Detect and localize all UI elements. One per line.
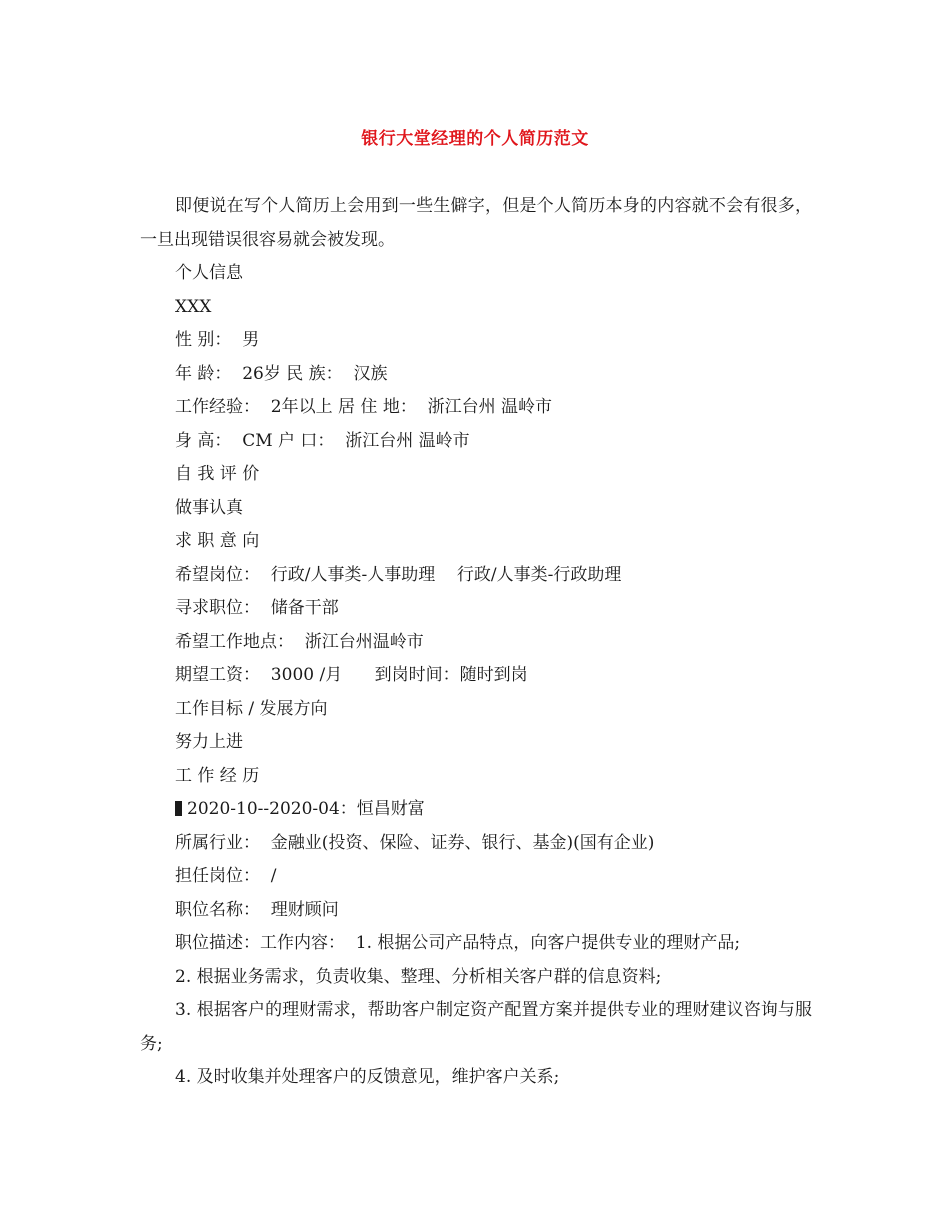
role-line: 担任岗位： / <box>175 866 277 886</box>
age-ethnicity-line: 年 龄： 26岁 民 族： 汉族 <box>175 363 388 384</box>
self-evaluation-line: 做事认真 <box>175 497 243 518</box>
document-title: 银行大堂经理的个人简历范文 <box>361 129 589 149</box>
section-heading-self-evaluation: 自 我 评 价 <box>175 464 260 484</box>
section-heading-work-history: 工 作 经 历 <box>175 765 260 786</box>
duty-item-4: 4. 及时收集并处理客户的反馈意见，维护客户关系; <box>175 1067 560 1087</box>
square-bullet-icon <box>175 801 182 816</box>
job-title-line: 职位名称： 理财顾问 <box>175 899 339 920</box>
job-header-line <box>140 793 812 827</box>
desired-position-line: 希望岗位： 行政/人事类-人事助理 行政/人事类-行政助理 <box>175 564 622 585</box>
section-heading-job-intention: 求 职 意 向 <box>175 531 260 551</box>
duty-item-2: 2. 根据业务需求，负责收集、整理、分析相关客户群的信息资料; <box>175 966 662 987</box>
desired-location-line: 希望工作地点： 浙江台州温岭市 <box>175 631 424 652</box>
document-body <box>140 190 812 1095</box>
sought-position-line: 寻求职位： 储备干部 <box>175 598 339 618</box>
job-description-line: 职位描述：工作内容： 1. 根据公司产品特点，向客户提供专业的理财产品; <box>175 933 741 953</box>
expected-salary-line: 期望工资： 3000 /月 到岗时间：随时到岗 <box>175 665 528 685</box>
name-line: XXX <box>175 296 212 317</box>
job-header-text: 2020-10--2020-04：恒昌财富 <box>187 799 425 819</box>
experience-residence-line: 工作经验： 2年以上 居 住 地： 浙江台州 温岭市 <box>175 397 553 417</box>
duty-item-3: 3. 根据客户的理财需求，帮助客户制定资产配置方案并提供专业的理财建议咨询与服务; <box>140 1000 812 1054</box>
section-heading-personal-info: 个人信息 <box>175 263 243 283</box>
section-heading-goals: 工作目标 / 发展方向 <box>175 698 328 719</box>
gender-line: 性 别： 男 <box>175 330 260 350</box>
goals-line: 努力上进 <box>175 732 243 752</box>
intro-paragraph: 即便说在写个人简历上会用到一些生僻字，但是个人简历本身的内容就不会有很多，一旦出现错误很容易就会被发现。 <box>140 196 812 250</box>
height-hukou-line: 身 高： CM 户 口： 浙江台州 温岭市 <box>175 430 470 451</box>
industry-line: 所属行业： 金融业(投资、保险、证券、银行、基金)(国有企业) <box>175 832 655 853</box>
